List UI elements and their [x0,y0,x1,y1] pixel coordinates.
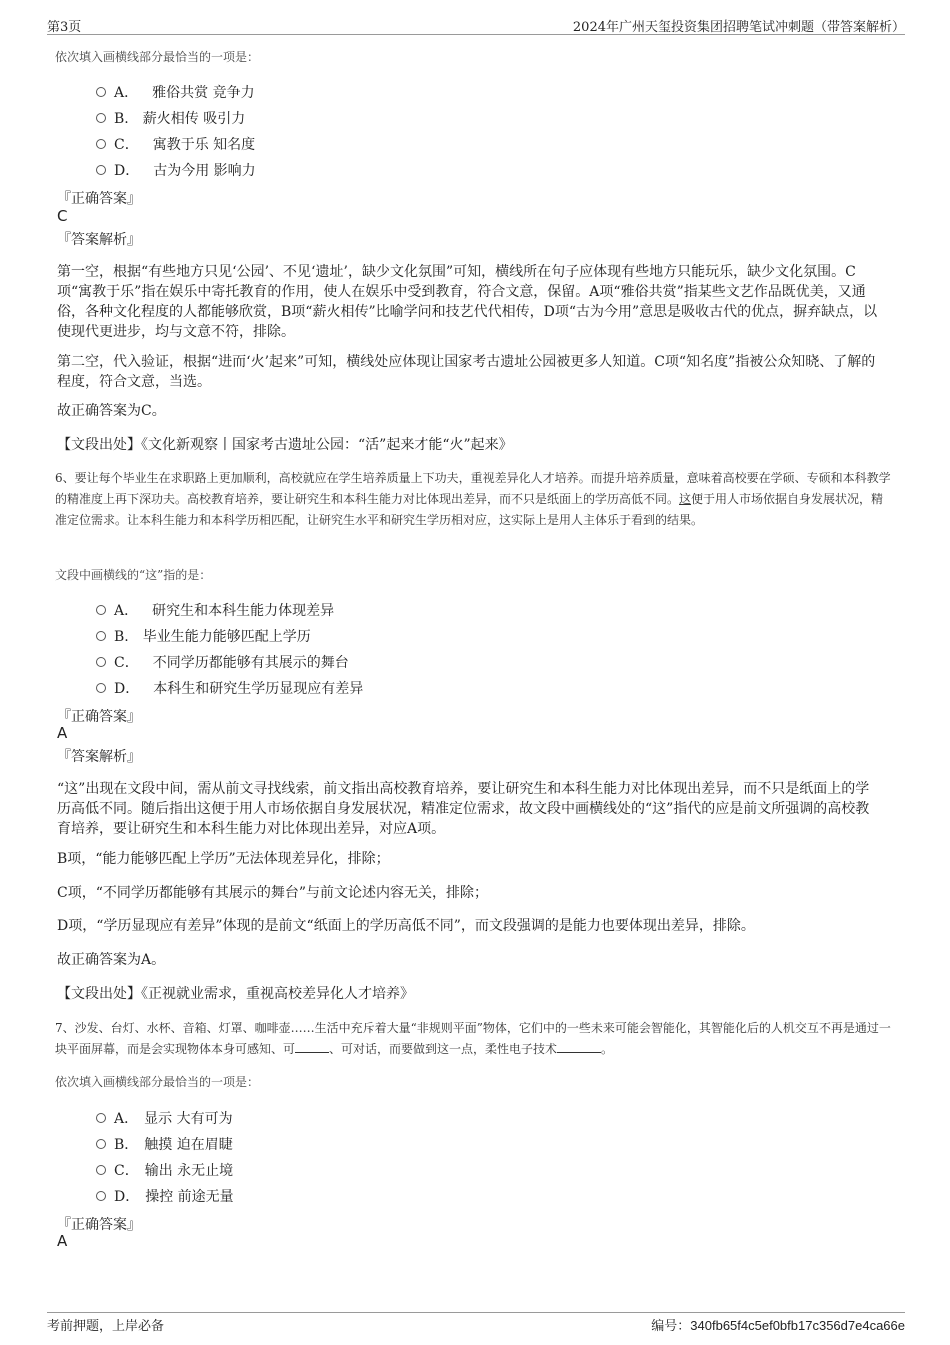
q6-option-a[interactable]: A． 研究生和本科生能力体现差异 [96,600,334,620]
document-title: 2024年广州天玺投资集团招聘笔试冲刺题（带答案解析） [572,20,905,35]
q5-prompt: 依次填入画横线部分最恰当的一项是： [55,50,260,64]
q5-analysis-para-2: 第二空，代入验证，根据“进而‘火’起来”可知，横线处应体现让国家考古遗址公园被更多人知道。C项“知名度”指被公众知晓、了解的程度，符合文意，当选。 [57,354,876,390]
q5-analysis-conclusion: 故正确答案为C。 [57,403,166,419]
q6-option-d[interactable]: D． 本科生和研究生学历显现应有差异 [96,678,363,698]
q6-analysis-para-2: B项，“能力能够匹配上学历”无法体现差异化，排除； [57,851,390,867]
q6-option-b[interactable]: B. 毕业生能力能够匹配上学历 [96,626,311,646]
q5-source: 【文段出处】《文化新观察丨国家考古遗址公园：“活”起来才能“火”起来》 [57,437,513,453]
q7-option-d[interactable]: D． 操控 前途无量 [96,1186,234,1206]
q6-prompt: 文段中画横线的“这”指的是： [55,568,212,582]
q7-text: 7、沙发、台灯、水杯、音箱、灯罩、咖啡壶……生活中充斥着大量“非规则平面”物体，它们中的一些未来可能会智能化，其智能化后的人机交互不再是通过一块平面屏幕，而是会实现物体本身可感知、可 、可对话，而要做到这一点，柔性电子技术 。 [55,1021,891,1056]
q5-answer: C [57,207,68,225]
q6-answer-label: 『正确答案』 [57,709,141,725]
radio-icon[interactable] [96,657,106,667]
radio-icon[interactable] [96,165,106,175]
footer-code: 编号：340fb65f4c5ef0bfb17c356d7e4ca66e [651,1318,905,1334]
q6-text: 6、要让每个毕业生在求职路上更加顺利，高校就应在学生培养质量上下功夫，重视差异化人才培养。而提升培养质量，意味着高校要在学硕、专硕和本科教学的精准度上再下深功夫。高校教育培养，要让研究生和本科生能力对比体现出差异，而不只是纸面上的学历高低不同。这便于用人市场依据自身发展状况，精准定位需求。让本科生能力和本科学历相匹配，让研究生水平和研究生学历相对应，这实际上是用人主体乐于看到的结果。 [55,471,891,527]
q6-analysis-para-3: C项，“不同学历都能够有其展示的舞台”与前文论述内容无关，排除； [57,885,489,901]
radio-icon[interactable] [96,631,106,641]
q5-option-a[interactable]: A． 雅俗共赏 竞争力 [96,82,255,102]
q7-prompt: 依次填入画横线部分最恰当的一项是： [55,1075,260,1089]
q6-option-c[interactable]: C． 不同学历都能够有其展示的舞台 [96,652,349,672]
q6-analysis-para-4: D项，“学历显现应有差异”体现的是前文“纸面上的学历高低不同”，而文段强调的是能力也要体现出差异，排除。 [57,918,755,934]
q6-analysis-para-1: “这”出现在文段中间，需从前文寻找线索，前文指出高校教育培养，要让研究生和本科生能力对比体现出差异，而不只是纸面上的学历高低不同。随后指出这便于用人市场依据自身发展状况，精准定位需求，故文段中画横线处的“这”指代的应是前文所强调的高校教育培养，要让研究生和本科生能力对比体现出差异，对应A项。 [57,781,870,837]
radio-icon[interactable] [96,683,106,693]
q6-source: 【文段出处】《正视就业需求，重视高校差异化人才培养》 [57,986,414,1002]
q7-option-c[interactable]: C． 输出 永无止境 [96,1160,233,1180]
radio-icon[interactable] [96,1191,106,1201]
footer-slogan: 考前押题，上岸必备 [47,1319,165,1334]
radio-icon[interactable] [96,113,106,123]
blank-2 [557,1040,601,1053]
q5-analysis-para-1: 第一空，根据“有些地方只见‘公园’、不见‘遗址’，缺少文化氛围”可知，横线所在句子应体现有些地方只能玩乐，缺少文化氛围。C项“寓教于乐”指在娱乐中寄托教育的作用，使人在娱乐中受到教育，符合文意，保留。A项“雅俗共赏”指某些文艺作品既优美，又通俗，各种文化程度的人都能够欣赏，B项“薪火相传”比喻学问和技艺代代相传，D项“古为今用”意思是吸收古代的优点，摒弃缺点，以使现代更进步，均与文意不符，排除。 [57,264,878,340]
radio-icon[interactable] [96,605,106,615]
q5-analysis-label: 『答案解析』 [57,232,141,248]
q7-answer: A [57,1232,68,1250]
radio-icon[interactable] [96,139,106,149]
radio-icon[interactable] [96,1113,106,1123]
q6-analysis-conclusion: 故正确答案为A。 [57,952,166,968]
q7-answer-label: 『正确答案』 [57,1217,141,1233]
q7-option-b[interactable]: B． 触摸 迫在眉睫 [96,1134,233,1154]
q6-answer: A [57,724,68,742]
page-number: 第3页 [47,20,82,35]
q5-option-b[interactable]: B. 薪火相传 吸引力 [96,108,245,128]
q6-analysis-label: 『答案解析』 [57,749,141,765]
q6-underlined-word: 这 [679,492,692,506]
q5-option-c[interactable]: C． 寓教于乐 知名度 [96,134,255,154]
blank-1 [295,1040,329,1053]
q5-option-d[interactable]: D． 古为今用 影响力 [96,160,256,180]
radio-icon[interactable] [96,1139,106,1149]
q7-option-a[interactable]: A． 显示 大有可为 [96,1108,233,1128]
page-header [47,14,905,35]
radio-icon[interactable] [96,87,106,97]
page-footer [47,1312,905,1334]
radio-icon[interactable] [96,1165,106,1175]
q5-answer-label: 『正确答案』 [57,191,141,207]
